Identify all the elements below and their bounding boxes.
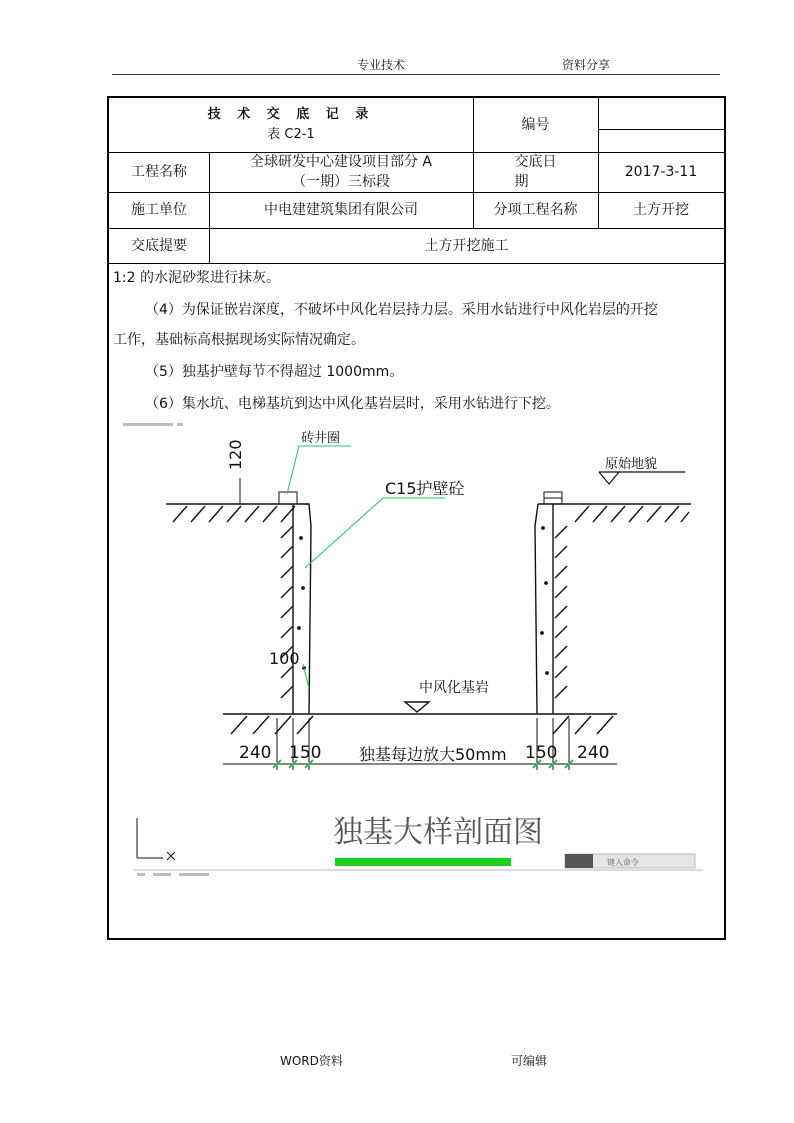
subitem-value: 土方开挖 [633, 202, 689, 218]
cad-progress-bar [335, 858, 511, 866]
dim-150-left-label: 150 [289, 743, 322, 763]
page-header-right: 资料分享 [562, 58, 611, 72]
project-name-label: 工程名称 [131, 164, 187, 180]
cad-command-line[interactable] [565, 854, 695, 868]
form-title-block [109, 98, 473, 152]
brick-ring-label: 砖井圈 [301, 431, 341, 446]
dimension-120 [235, 478, 247, 504]
contractor-value: 中电建建筑集团有限公司 [264, 202, 418, 218]
row-divider [598, 129, 724, 130]
content-line: （5）独基护壁每节不得超过 1000mm。 [145, 364, 404, 380]
dim-240-left-label: 240 [239, 743, 272, 763]
page-footer-right: 可编辑 [511, 1054, 548, 1068]
date-label-line1: 交底日 [514, 154, 557, 170]
content-line: （6）集水坑、电梯基坑到达中风化基岩层时，采用水钻进行下挖。 [145, 396, 560, 412]
figure-title: 独基大样剖面图 [333, 815, 543, 850]
c15-wall-label: C15护壁砼 [385, 479, 465, 498]
page-footer-left: WORD资料 [280, 1054, 343, 1068]
dim-100-label: 100 [269, 649, 300, 668]
technical-disclosure-form [107, 96, 726, 940]
project-name-value [209, 152, 473, 192]
original-ground-marker [599, 472, 685, 484]
content-line: （4）为保证嵌岩深度，不破坏中风化岩层持力层。采用水钻进行中风化岩层的开挖 [145, 302, 658, 318]
summary-value: 土方开挖施工 [424, 237, 509, 254]
number-label: 编号 [521, 117, 550, 133]
page-header-left: 专业技术 [357, 58, 406, 72]
date-label [473, 152, 598, 192]
foundation-section-drawing [123, 418, 713, 878]
content-line: 工作，基础标高根据现场实际情况确定。 [113, 332, 365, 348]
date-value: 2017-3-11 [624, 164, 698, 180]
cad-status-marks [137, 873, 209, 876]
header-divider [112, 74, 720, 75]
contractor-label: 施工单位 [131, 202, 187, 218]
row-divider [109, 263, 724, 264]
cad-caption-marks [123, 423, 183, 426]
rock-layer-label: 中风化基岩 [419, 680, 489, 696]
enlarge-note-label: 独基每边放大50mm [359, 745, 507, 764]
subitem-label: 分项工程名称 [493, 202, 578, 218]
retaining-wall-left [293, 504, 311, 714]
ground-surface [166, 504, 691, 698]
dim-120-label: 120 [226, 439, 245, 470]
form-title: 技 术 交 底 记 录 [207, 107, 375, 122]
number-value [598, 98, 724, 129]
dim-150-right-label: 150 [525, 743, 558, 763]
project-name-line1: 全球研发中心建设项目部分 A [249, 154, 433, 170]
cad-ucs-icon [137, 818, 175, 860]
form-table-no: 表 C2-1 [267, 127, 315, 142]
cad-command-prompt: 键入命令 [607, 858, 639, 867]
summary-label: 交底提要 [131, 237, 187, 254]
content-line: 1:2 的水泥砂浆进行抹灰。 [113, 270, 280, 286]
rock-layer [223, 702, 617, 734]
retaining-wall-right [535, 504, 553, 714]
dim-240-right-label: 240 [577, 743, 610, 763]
project-name-line2: （一期）三标段 [292, 174, 390, 190]
original-ground-label: 原始地貌 [605, 457, 658, 472]
date-label-line2: 期 [514, 174, 529, 190]
dimension-100 [303, 664, 309, 688]
